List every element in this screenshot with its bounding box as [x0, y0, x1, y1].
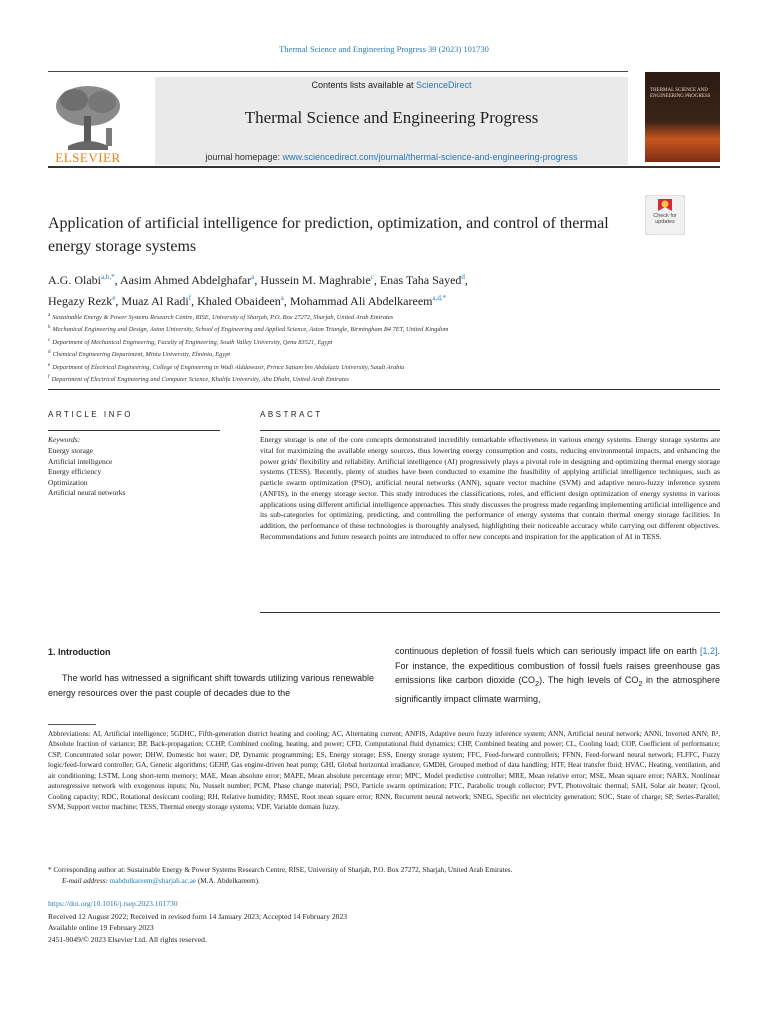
author-affiliation-marker[interactable]: a [280, 294, 284, 302]
author-name[interactable]: Hegazy Rezk [48, 294, 113, 308]
affiliation-marker: b [48, 325, 51, 331]
header-rule [48, 71, 628, 72]
contents-line [155, 80, 628, 90]
intro-text-b: . For instance, the expeditious combustion of fossil fuels raises greenhouse gas emissions like carbon dioxide (CO [395, 646, 720, 686]
author-name[interactable]: Mohammad Ali Abdelkareem [289, 294, 433, 308]
intro-text-c: ). The high levels of CO [539, 675, 639, 686]
author-separator: , [464, 273, 468, 287]
author-affiliation-marker[interactable]: a,d,* [432, 294, 447, 302]
affiliation-text: Mechanical Engineering and Design, Aston University, School of Engineering and Applied Science, Aston Triangle, Birmingham B4 7ET, United Kingdom [52, 326, 449, 334]
author-separator: , [283, 294, 290, 308]
author-separator: , [115, 294, 122, 308]
affiliation-marker: c [48, 337, 51, 343]
affiliation-text: Department of Electrical Engineering, College of Engineering in Wadi Alddawasir, Prince Sattam bin Abdulaziz University, Saudi Arabia [52, 363, 405, 371]
author-name[interactable]: Hussein M. Maghrabie [260, 273, 371, 287]
keyword-item: Energy storage [48, 446, 94, 455]
article-history [48, 911, 648, 945]
keyword-item: Optimization [48, 477, 88, 487]
abstract-end-rule [260, 612, 720, 613]
affiliation-item [48, 361, 688, 373]
doi-link[interactable]: https://doi.org/10.1016/j.tsep.2023.101730 [48, 899, 178, 908]
homepage-label: journal homepage: [205, 152, 283, 162]
available-online: Available online 19 February 2023 [48, 923, 154, 933]
affiliation-text: Department of Mechanical Engineering, Faculty of Engineering, South Valley University, Qena 83521, Egypt [52, 338, 333, 346]
author-name[interactable]: Muaz Al Radi [121, 294, 189, 308]
author-name[interactable]: Khaled Obaideen [197, 294, 281, 308]
keyword-item: Energy efficiency [48, 467, 102, 477]
copyright-notice: 2451-9049/© 2023 Elsevier Ltd. All rights reserved. [48, 934, 207, 944]
author-name[interactable]: Enas Taha Sayed [379, 273, 462, 287]
abstract-text: Energy storage is one of the core concepts demonstrated incredibly remarkable effectiveness in various energy systems. Energy storage systems are vital for maximizing the available energy sources, thus lowering energy consumption and costs, reducing environmental impacts, and enhancing the power grids' flexibility and reliability. Artificial intelligence (AI) progressively plays a pivotal role in designing and optimizing thermal energy storage systems (TESS). Recently, plenty of studies have been conducted to examine the feasibility of applying artificial intelligence techniques, such as particle swarm optimization (PSO), artificial neural networks (ANN), square vector machine (SVM) and adaptive neuro-fuzzy inference system (ANFIS), in the energy storage sector. This study introduces the classifications, roles, and efficient design optimization of energy systems in various applications using different artificial intelligence approaches. This study discusses the progress made regarding implementing artificial intelligence and its sub-categories for optimizing, predicting, and controlling the performance of energy systems that contain thermal energy storage facilities. In addition, the performance of these technologies is thoroughly analysed, highlighting their noticeable accuracy while carrying out different objectives. Recommendations and future research points are introduced to offer new concepts and inspiration for the application of AI in TESS. [260, 435, 720, 541]
front-matter-rule [48, 389, 720, 390]
affiliation-text: Department of Electrical Engineering and Computer Science, Khalifa University, Abu Dhabi, United Arab Emirates [51, 376, 349, 384]
subscript: 2 [638, 678, 643, 688]
author-name[interactable]: Aasim Ahmed Abdelghafar [119, 273, 252, 287]
author-separator: , [373, 273, 380, 287]
author-separator: , [254, 273, 261, 287]
intro-left-column: The world has witnessed a significant shift towards utilizing various renewable energy resources over the past couple of decades due to the [48, 673, 374, 698]
affiliation-item [48, 323, 688, 335]
author-separator: , [191, 294, 198, 308]
journal-cover-thumbnail[interactable] [645, 72, 720, 162]
elsevier-wordmark: ELSEVIER [55, 150, 121, 165]
intro-text-d: in the atmosphere significantly impact climate warming, [395, 675, 720, 704]
keyword-item: Artificial intelligence [48, 456, 113, 466]
journal-homepage [155, 152, 628, 162]
check-for-updates-label: Check for updates [653, 213, 677, 225]
corresponding-author-note: * Corresponding author at: Sustainable Energy & Power Systems Research Centre, RISE, University of Sharjah, P.O. Box 27272, Sharjah, United Arab Emirates. [48, 866, 513, 874]
keywords-label: Keywords: [48, 435, 81, 444]
affiliation-item [48, 373, 688, 385]
affiliation-marker: d [48, 350, 51, 356]
affiliation-text: Chemical Engineering Department, Minia University, Elminia, Egypt [52, 351, 231, 359]
abstract-rule [260, 430, 720, 431]
homepage-link[interactable]: www.sciencedirect.com/journal/thermal-science-and-engineering-progress [282, 152, 578, 162]
keyword-list [48, 446, 228, 499]
sciencedirect-link[interactable]: ScienceDirect [416, 80, 472, 90]
email-suffix: (M.A. Abdelkareem). [196, 877, 260, 885]
article-info-heading: ARTICLE INFO [48, 410, 133, 419]
affiliation-item [48, 311, 688, 323]
author-list [48, 268, 688, 310]
affiliation-list [48, 311, 688, 386]
affiliation-marker: a [48, 313, 51, 318]
abbreviations-footnote: Abbreviations: AI, Artificial intelligence; 5GDHC, Fifth-generation district heating and cooling; AC, Alternating current; ANFIS, Adaptive neuro fuzzy inference system; ANN, Artificial neural network; ANNi, Inverted ANN; R², Absolute fraction of variance; BP, Back-propagation; CCHP, Combined cooling, heating, and power; CFD, Computational fluid dynamics; CHP, Combined heating and power; CL, Cooling load; COP, Coefficient of performance; CSP, Concentrated solar power; DHW, Domestic hot water; DP, Dynamic programming; ES, Energy storage; ESS, Energy storage system; FFC, Feed-forward controllers; FFNN, Feed-forward neural network; FLFFC, Fuzzy logic/feed-forward controller; GA, Genetic algorithms; GEHP, Gas engine-driven heat pump; GHI, Global horizontal irradiance; GMDH, Grouped method of data handling; HTF, Heat transfer fluid; HVAC, Heating, ventilation, and air conditioning; LSTM, Long short-term memory; MAE, Mean absolute error; MAPE, Mean absolute percentage error; MPC, Model predictive controller; MRE, Mean relative error; MSE, Mean square error; NARX, Nonlinear autoregressive network with exogenous inputs; Nu, Nusselt number; PCM, Phase change material; PSO, Particle swarm optimization; PTC, Parabolic trough collector; PVT, Photovoltaic thermal; SAH, Solar air heater; Qcool, Cooling capacity; RDC, Rotational desiccant cooling; RH, Relative humidity; RMSE, Root mean square error; RNN, Recurrent neural network; SNEG, Specific net electricity generation; SOC, State of charge; SP, Series-Parallel; SVM, Support vector machine; TESS, Thermal energy storage systems; VDF, Variable domain fuzzy. [48, 730, 720, 812]
citation-link[interactable]: [1,2] [699, 646, 718, 656]
affiliation-marker: f [48, 375, 50, 381]
email-link[interactable]: mabdulkareem@sharjah.ac.ae [109, 877, 197, 885]
affiliation-item [48, 348, 688, 360]
keyword-item: Artificial neural networks [48, 488, 126, 498]
banner-bottom-rule [48, 166, 720, 168]
email-line [62, 876, 662, 887]
journal-title: Thermal Science and Engineering Progress [244, 108, 539, 127]
author-affiliation-marker[interactable]: a [251, 273, 255, 281]
received-dates: Received 12 August 2022; Received in revised form 14 January 2023; Accepted 14 February 2023 [48, 912, 348, 921]
author-affiliation-marker[interactable]: d [461, 273, 465, 281]
affiliation-item [48, 336, 688, 348]
author-affiliation-marker[interactable]: e [112, 294, 116, 302]
footnote-rule [48, 724, 96, 725]
intro-right-column [395, 644, 720, 706]
affiliation-text: Sustainable Energy & Power Systems Research Centre, RISE, University of Sharjah, P.O. Box 27272, Sharjah, United Arab Emirates [52, 314, 394, 322]
author-name[interactable]: A.G. Olabi [48, 273, 101, 287]
author-affiliation-marker[interactable]: f [188, 294, 192, 302]
journal-cover-title: THERMAL SCIENCE AND ENGINEERING PROGRESS [650, 88, 711, 99]
author-affiliation-marker[interactable]: a,b,* [101, 273, 115, 281]
article-info-rule [48, 430, 220, 431]
intro-text-a: continuous depletion of fossil fuels which can seriously impact life on earth [395, 646, 700, 656]
author-affiliation-marker[interactable]: c [370, 273, 374, 281]
author-separator: , [114, 273, 120, 287]
affiliation-marker: e [48, 362, 51, 368]
introduction-heading: 1. Introduction [48, 647, 111, 657]
email-label: E-mail address: [62, 877, 110, 885]
abstract-heading: ABSTRACT [260, 410, 323, 419]
subscript: 2 [534, 678, 540, 688]
paper-title: Application of artificial intelligence for prediction, optimization, and control of thermal energy storage systems [48, 215, 609, 255]
journal-reference-link[interactable]: Thermal Science and Engineering Progress 39 (2023) 101730 [279, 44, 489, 54]
contents-prefix: Contents lists available at [311, 80, 417, 90]
